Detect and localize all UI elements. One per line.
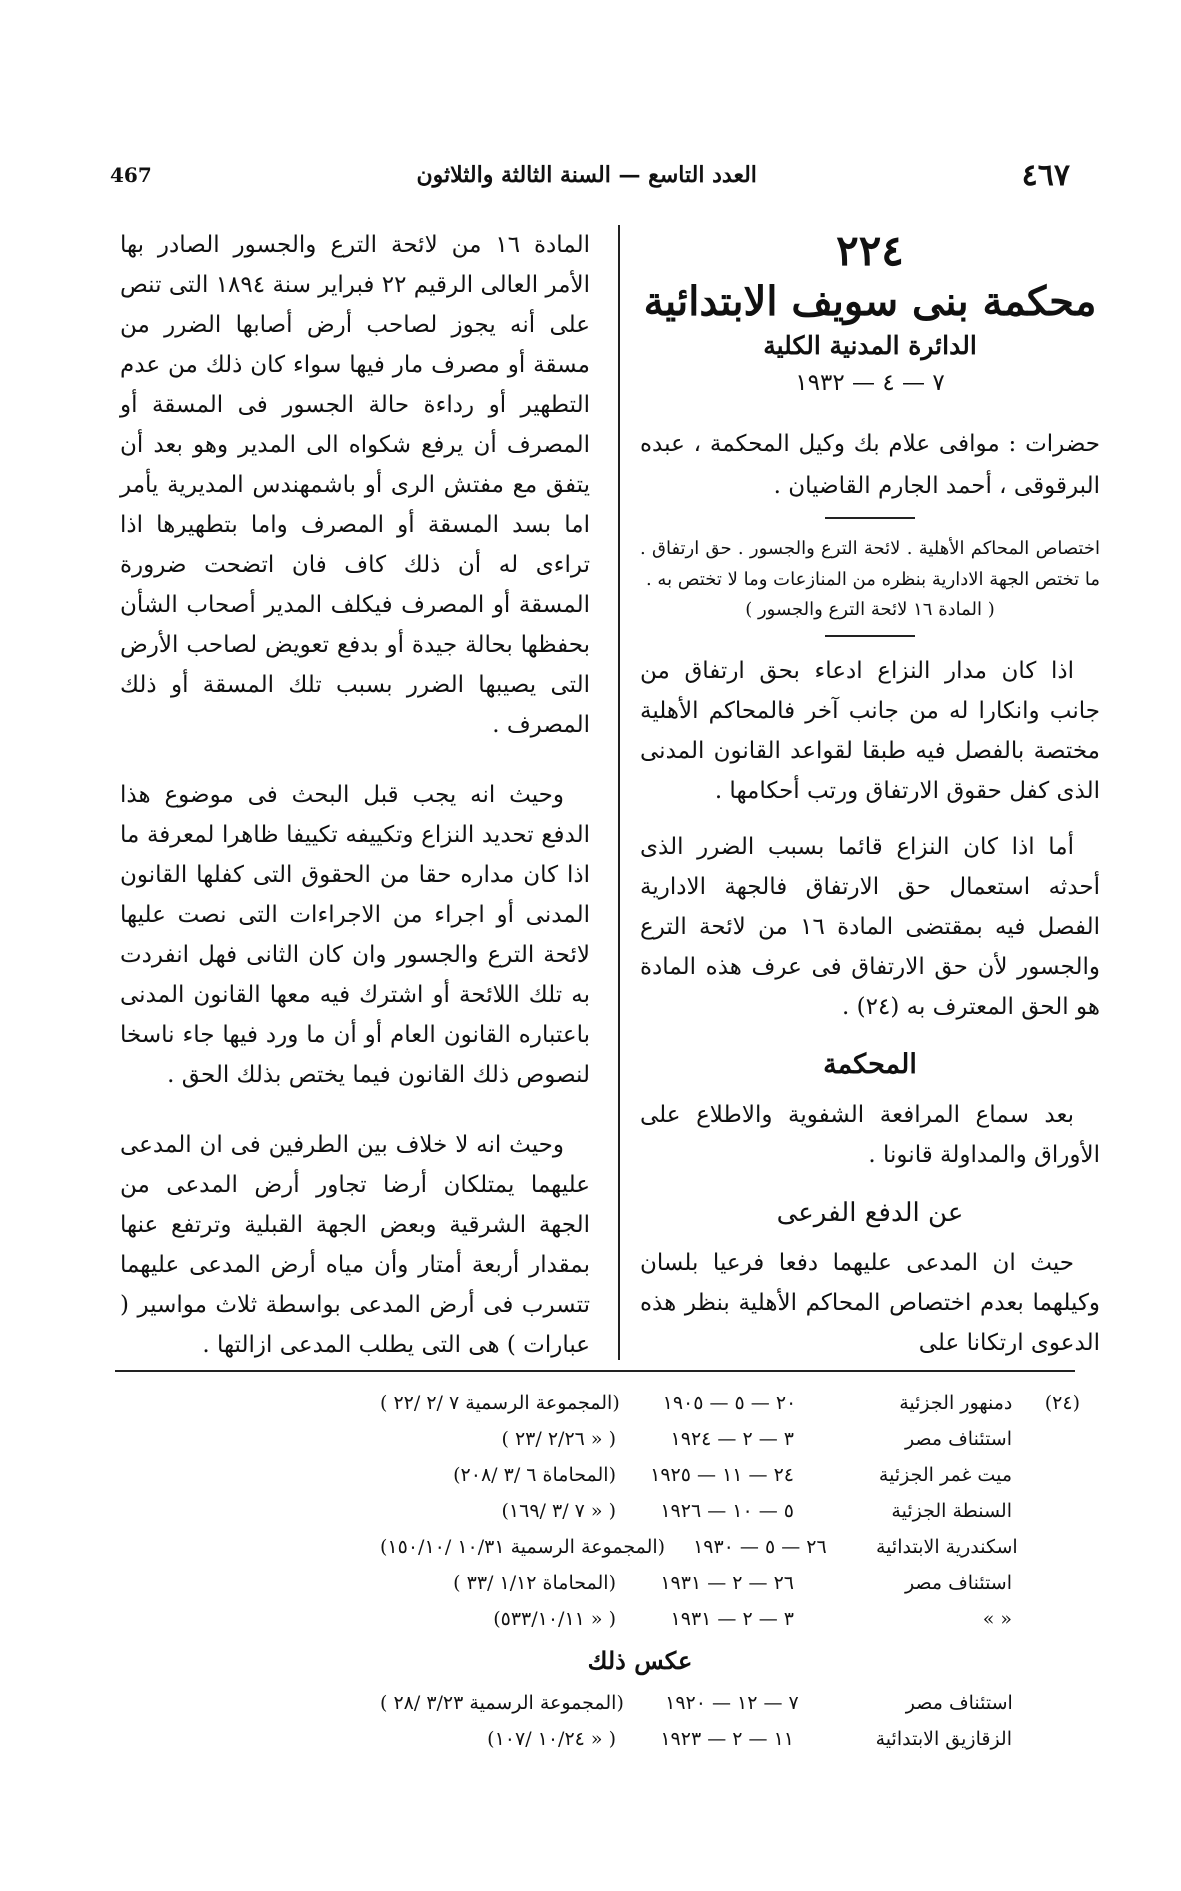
page-number-latin: 467 xyxy=(110,163,152,187)
subsection-heading: عن الدفع الفرعى xyxy=(776,1198,964,1228)
left-column xyxy=(120,225,590,1381)
judgment-date: ٧ — ٤ — ١٩٣٢ xyxy=(795,370,945,396)
footnote-row xyxy=(380,1721,1080,1757)
footnote-court: السنطة الجزئية xyxy=(891,1500,1012,1522)
principle-paragraph: أما اذا كان النزاع قائما بسبب الضرر الذى أحدثه استعمال حق الارتفاق فالجهة الادارية الفصل فيه بمقتضى المادة ١٦ من لائحة الترع والجسور لأن حق الارتفاق فى عرف هذه المادة هو الحق المعترف به (٢٤) . xyxy=(640,834,1101,1020)
footnote-date: ٢٤ — ١١ — ١٩٢٥ xyxy=(650,1464,794,1486)
footnote-rule xyxy=(115,1370,1075,1372)
footnote-date: ٣ — ٢ — ١٩٢٤ xyxy=(670,1428,794,1450)
footnote-court: استئناف مصر xyxy=(905,1692,1013,1714)
footnote-date: ٢٦ — ٢ — ١٩٣١ xyxy=(660,1572,794,1594)
running-title: العدد التاسع — السنة الثالثة والثلاثون xyxy=(416,162,757,188)
footnote-court: دمنهور الجزئية xyxy=(899,1392,1013,1414)
footnote-row xyxy=(380,1457,1080,1493)
case-number: ٢٢٤ xyxy=(836,226,904,275)
bench-composition: حضرات : موافى علام بك وكيل المحكمة ، عبده البرقوقى ، أحمد الجارم القاضيان . xyxy=(640,431,1100,499)
column-divider xyxy=(618,225,620,1360)
footnote-reference: ( « ٢/٢٦ /٢٣ ) xyxy=(501,1428,616,1450)
footnote-date: ٧ — ١٢ — ١٩٢٠ xyxy=(665,1692,799,1714)
footnote-row xyxy=(380,1601,1080,1637)
body-paragraph: وحيث انه يجب قبل البحث فى موضوع هذا الدفع تحديد النزاع وتكييفه تكييفا ظاهرا لمعرفة ما اذا كان مداره حقا من الحقوق التى كفلها القانون المدنى أو اجراء من الاجراءات التى نصت عليها لائحة الترع والجسور وان كان الثانى فهل انفردت به تلك اللائحة أو اشترك فيه معها القانون المدنى باعتباره القانون العام أو أن ما ورد فيها جاء ناسخا لنصوص ذلك القانون فيما يختص بذلك الحق . xyxy=(120,782,590,1088)
body-paragraph: حيث ان المدعى عليهما دفعا فرعيا بلسان وكيلهما بعدم اختصاص المحاكم الأهلية بنظر هذه الدعوى ارتكانا على xyxy=(640,1250,1100,1356)
footnote-mark: (٢٤) xyxy=(1044,1392,1080,1414)
footnote-court: الزقازيق الابتدائية xyxy=(875,1728,1012,1750)
footnote-reference: ( « ٧ /٣ /١٦٩) xyxy=(501,1500,616,1522)
footnote-court: استئناف مصر xyxy=(904,1428,1012,1450)
separator-rule xyxy=(825,635,915,637)
principle-paragraph: اذا كان مدار النزاع ادعاء بحق ارتفاق من جانب وانكارا له من جانب آخر فالمحاكم الأهلية مختصة بالفصل فيه طبقا لقواعد القانون المدنى الذى كفل حقوق الارتفاق ورتب أحكامها . xyxy=(640,658,1100,804)
footnote-row xyxy=(380,1529,1080,1565)
section-heading: المحكمة xyxy=(823,1049,917,1080)
footnote-court: استئناف مصر xyxy=(904,1572,1012,1594)
summary-reference: ( المادة ١٦ لائحة الترع والجسور ) xyxy=(745,599,995,620)
footnote-reference: ( « ١٠/٢٤ /١٠٧) xyxy=(487,1728,616,1750)
footnote-row xyxy=(380,1565,1080,1601)
footnote-date: ٣ — ٢ — ١٩٣١ xyxy=(670,1608,794,1630)
footnote-reference: (المحاماة ٦ /٣ /٢٠٨) xyxy=(453,1464,616,1486)
footnotes xyxy=(380,1385,1080,1757)
body-paragraph: المادة ١٦ من لائحة الترع والجسور الصادر بها الأمر العالى الرقيم ٢٢ فبراير سنة ١٨٩٤ التى تنص على أنه يجوز لصاحب أرض أصابها الضرر من مسقة أو مصرف مار فيها سواء كان ذلك من عدم التطهير أو رداءة حالة الجسور فى المسقة أو المصرف أن يرفع شكواه الى المدير وهو بعد أن يتفق مع مفتش الرى أو باشمهندس المديرية يأمر اما بسد المسقة أو المصرف واما بتطهيرها اذا تراءى له أن ذلك كاف فان اتضحت ضرورة المسقة أو المصرف فيكلف المدير أصحاب الشأن بحفظها بحالة جيدة أو بدفع تعويض لصاحب الأرض التى يصيبها الضرر بسبب تلك المسقة أو ذلك المصرف . xyxy=(120,232,590,738)
footnote-date: ٢٦ — ٥ — ١٩٣٠ xyxy=(693,1536,827,1558)
body-paragraph: وحيث انه لا خلاف بين الطرفين فى ان المدعى عليهما يمتلكان أرضا تجاور أرض المدعى من الجهة الشرقية وبعض الجهة القبلية وترتفع عنها بمقدار أربعة أمتار وأن مياه أرض المدعى عليهما تتسرب فى أرض المدعى بواسطة ثلاث مواسير ( عبارات ) هى التى يطلب المدعى ازالتها . xyxy=(120,1132,590,1358)
footnote-date: ٥ — ١٠ — ١٩٢٦ xyxy=(660,1500,794,1522)
footnote-reference: (المجموعة الرسمية ٣/٢٣ /٢٨ ) xyxy=(380,1692,624,1714)
court-name: محكمة بنى سويف الابتدائية xyxy=(643,278,1097,325)
separator-rule xyxy=(825,517,915,519)
footnote-reference: ( « ٥٣٣/١٠/١١) xyxy=(493,1608,616,1630)
contra-heading: عكس ذلك xyxy=(587,1646,693,1675)
case-summary: اختصاص المحاكم الأهلية . لائحة الترع والجسور . حق ارتفاق . ما تختص الجهة الادارية بنظره من المنازعات وما لا تختص به . xyxy=(640,538,1100,590)
footnote-court: اسكندرية الابتدائية xyxy=(876,1536,1018,1558)
footnote-row xyxy=(380,1493,1080,1529)
running-header xyxy=(110,155,1070,195)
footnote-reference: (المحاماة ١/١٢ /٣٣ ) xyxy=(453,1572,616,1594)
footnote-reference: (المجموعة الرسمية ٧ /٢ /٢٢ ) xyxy=(380,1392,620,1414)
right-column xyxy=(640,225,1100,1379)
body-paragraph: بعد سماع المرافعة الشفوية والاطلاع على الأوراق والمداولة قانونا . xyxy=(640,1102,1100,1168)
footnote-court: « » xyxy=(982,1608,1012,1630)
footnote-court: ميت غمر الجزئية xyxy=(878,1464,1012,1486)
footnote-reference: (المجموعة الرسمية ١٠/٣١ /١٥٠/١٠) xyxy=(380,1536,666,1558)
footnote-row xyxy=(380,1385,1080,1421)
footnote-date: ١١ — ٢ — ١٩٢٣ xyxy=(660,1728,794,1750)
footnote-date: ٢٠ — ٥ — ١٩٠٥ xyxy=(662,1392,797,1414)
footnote-row xyxy=(380,1421,1080,1457)
footnote-row xyxy=(380,1685,1080,1721)
circuit-name: الدائرة المدنية الكلية xyxy=(763,331,977,360)
page-number-arabic: ٤٦٧ xyxy=(1021,157,1070,193)
